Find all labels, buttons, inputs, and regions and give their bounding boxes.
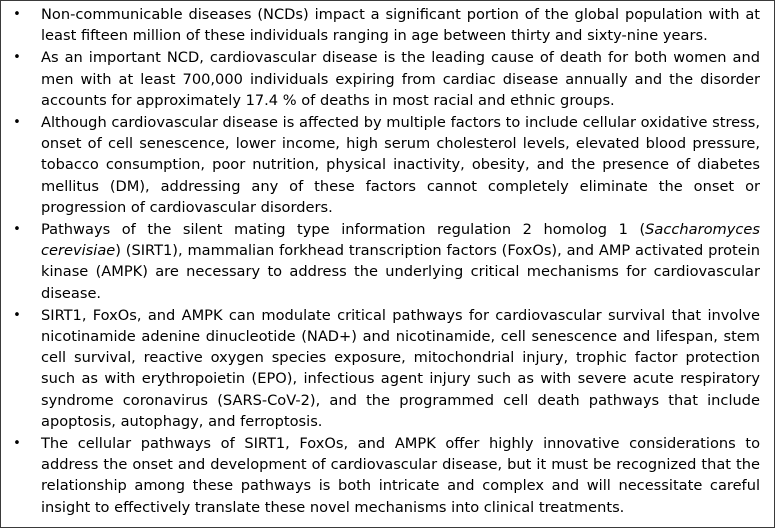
list-item <box>1 47 760 111</box>
list-item <box>1 4 760 46</box>
bullet-icon: • <box>13 436 21 452</box>
bullet-icon: • <box>13 307 21 323</box>
list-item-text: SIRT1, FoxOs, and AMPK can modulate critical pathways for cardiovascular survival that involve nicotinamide adenine dinucleotide (NAD+) and nicotinamide, cell senescence and lifespan, stem cell survival, reactive oxygen species exposure, mitochondrial injury, trophic factor protection such as with erythropoietin (EPO), infectious agent injury such as with severe acute respiratory syndrome coronavirus (SARS-CoV-2), and the programmed cell death pathways that include apoptosis, autophagy, and ferroptosis. <box>41 306 760 430</box>
list-item-text <box>41 221 760 302</box>
list-item-text: Non-communicable diseases (NCDs) impact a significant portion of the global population with at least fifteen million of these individuals ranging in age between thirty and sixty-nine years. <box>41 6 760 45</box>
list-item-text: As an important NCD, cardiovascular disease is the leading cause of death for both women and men with at least 700,000 individuals expiring from cardiac disease annually and the disorder accounts for approximately 17.4 % of deaths in most racial and ethnic groups. <box>41 49 760 109</box>
species-name: Saccharomyces cerevisiae <box>41 221 760 260</box>
list-item <box>1 112 760 218</box>
list-item-text: Although cardiovascular disease is affected by multiple factors to include cellular oxidative stress, onset of cell senescence, lower income, high serum cholesterol levels, elevated blood pressure, tobacco consumption, poor nutrition, physical inactivity, obesity, and the presence of diabetes mellitus (DM), addressing any of these factors cannot completely eliminate the onset or progression of cardiovascular disorders. <box>41 114 760 216</box>
bullet-icon: • <box>13 115 21 131</box>
list-item-text-end: ) (SIRT1), mammalian forkhead transcription factors (FoxOs), and AMP activated protein kinase (AMPK) are necessary to address the underlying critical mechanisms for cardiovascular disease. <box>41 242 760 302</box>
bullet-icon: • <box>13 50 21 66</box>
bullet-icon: • <box>13 222 21 238</box>
list-item <box>1 219 760 304</box>
bullet-icon: • <box>13 7 21 22</box>
list-item-text: The cellular pathways of SIRT1, FoxOs, and AMPK offer highly innovative considerations to address the onset and development of cardiovascular disease, but it must be recognized that the relationship among these pathways is both intricate and complex and will necessitate careful insight to effectively translate these novel mechanisms into clinical treatments. <box>41 435 760 516</box>
bullet-list <box>1 1 774 518</box>
list-item <box>1 305 760 432</box>
list-item-text-start: Pathways of the silent mating type information regulation 2 homolog 1 ( <box>41 221 646 239</box>
list-item <box>1 433 760 518</box>
